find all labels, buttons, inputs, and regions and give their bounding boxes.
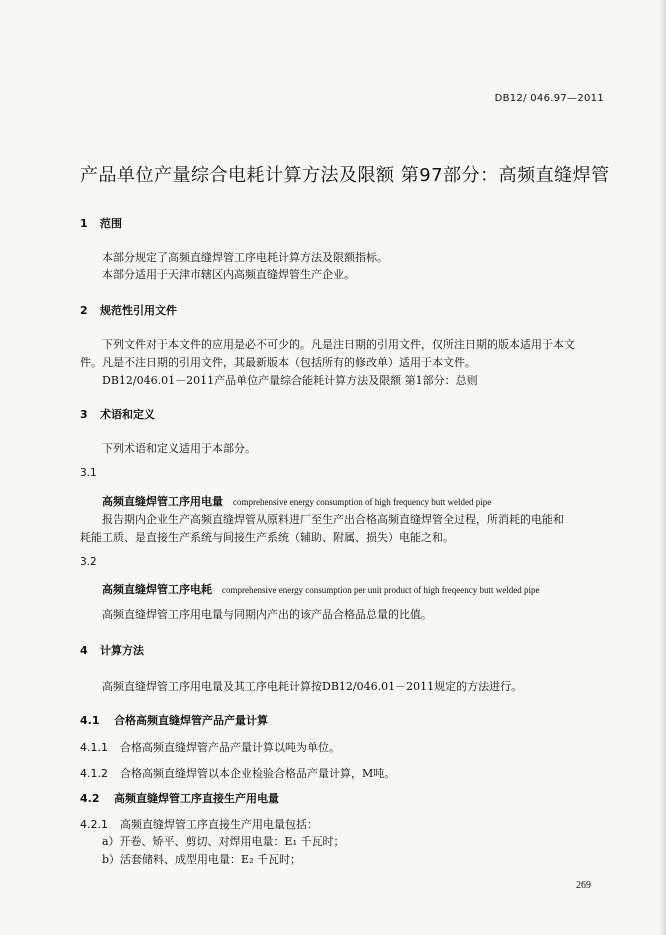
term-chinese: 高频直缝焊管工序电耗	[102, 583, 212, 596]
term-3-1-definition-line-2: 耗能工质、是直接生产系统与间接生产系统（辅助、附属、损失）电能之和。	[80, 531, 454, 544]
document-title: 产品单位产量综合电耗计算方法及限额 第97部分：高频直缝焊管	[80, 165, 610, 186]
document-code-header: DB12/ 046.97—2011	[494, 93, 604, 104]
clause-number: 4.1.2	[80, 767, 108, 780]
subsection-number: 4.1	[80, 714, 100, 727]
term-3-2	[102, 581, 540, 597]
subsection-number: 4.2	[80, 792, 100, 805]
section-title: 术语和定义	[100, 408, 155, 421]
list-item-b: b）活套储料、成型用电量：E₂ 千瓦时；	[102, 853, 301, 866]
list-item-a: a）开卷、矫平、剪切、对焊用电量：E₁ 千瓦时；	[102, 835, 345, 848]
scan-edge-shadow	[660, 0, 666, 935]
subsection-title: 高频直缝焊管工序直接生产用电量	[114, 792, 279, 805]
section-title: 范围	[100, 217, 122, 230]
page-number: 269	[576, 880, 591, 891]
terms-intro: 下列术语和定义适用于本部分。	[102, 442, 256, 455]
scope-paragraph-2: 本部分适用于天津市辖区内高频直缝焊管生产企业。	[102, 268, 355, 281]
clause-text: 高频直缝焊管工序直接生产用电量包括：	[120, 818, 318, 831]
section-title: 计算方法	[100, 644, 144, 657]
subsection-title: 合格高频直缝焊管产品产量计算	[114, 714, 268, 727]
section-title: 规范性引用文件	[100, 304, 177, 317]
clause-number: 4.1.1	[80, 741, 108, 754]
calc-intro: 高频直缝焊管工序用电量及其工序电耗计算按DB12/046.01－2011规定的方法进行。	[102, 680, 523, 693]
section-number: 1	[80, 217, 88, 230]
clause-4-2-1	[80, 816, 318, 832]
clause-4-1-1	[80, 739, 340, 755]
section-4-heading	[80, 642, 144, 658]
clause-number: 4.2.1	[80, 818, 108, 831]
section-1-heading	[80, 215, 122, 231]
term-3-1-number: 3.1	[80, 467, 97, 479]
references-paragraph-line-1: 下列文件对于本文件的应用是必不可少的。凡是注日期的引用文件，仅所注日期的版本适用于本文	[102, 338, 575, 351]
term-english: comprehensive energy consumption per unit product of high freqeency butt welded pipe	[222, 585, 540, 595]
term-3-2-number: 3.2	[80, 556, 97, 568]
section-number: 3	[80, 408, 88, 421]
term-english: comprehensive energy consumption of high frequency butt welded pipe	[233, 497, 492, 507]
section-number: 2	[80, 304, 88, 317]
references-cited-standard: DB12/046.01－2011产品单位产量综合能耗计算方法及限额 第1部分：总则	[102, 374, 478, 387]
clause-4-1-2	[80, 765, 395, 781]
section-number: 4	[80, 644, 88, 657]
clause-text: 合格高频直缝焊管产品产量计算以吨为单位。	[120, 741, 340, 754]
term-chinese: 高频直缝焊管工序用电量	[102, 495, 223, 508]
term-3-2-definition: 高频直缝焊管工序用电量与同期内产出的该产品合格品总量的比值。	[102, 608, 432, 621]
section-2-heading	[80, 302, 177, 318]
term-3-1	[102, 493, 491, 509]
references-paragraph-line-2: 件。凡是不注日期的引用文件，其最新版本（包括所有的修改单）适用于本文件。	[80, 356, 476, 369]
clause-text: 合格高频直缝焊管以本企业检验合格品产量计算，M吨。	[120, 767, 396, 780]
subsection-4-1-heading	[80, 712, 268, 728]
term-3-1-definition-line-1: 报告期内企业生产高频直缝焊管从原料进厂至生产出合格高频直缝焊管全过程，所消耗的电能和	[102, 513, 564, 526]
scope-paragraph-1: 本部分规定了高频直缝焊管工序电耗计算方法及限额指标。	[102, 251, 388, 264]
subsection-4-2-heading	[80, 790, 279, 806]
section-3-heading	[80, 406, 155, 422]
